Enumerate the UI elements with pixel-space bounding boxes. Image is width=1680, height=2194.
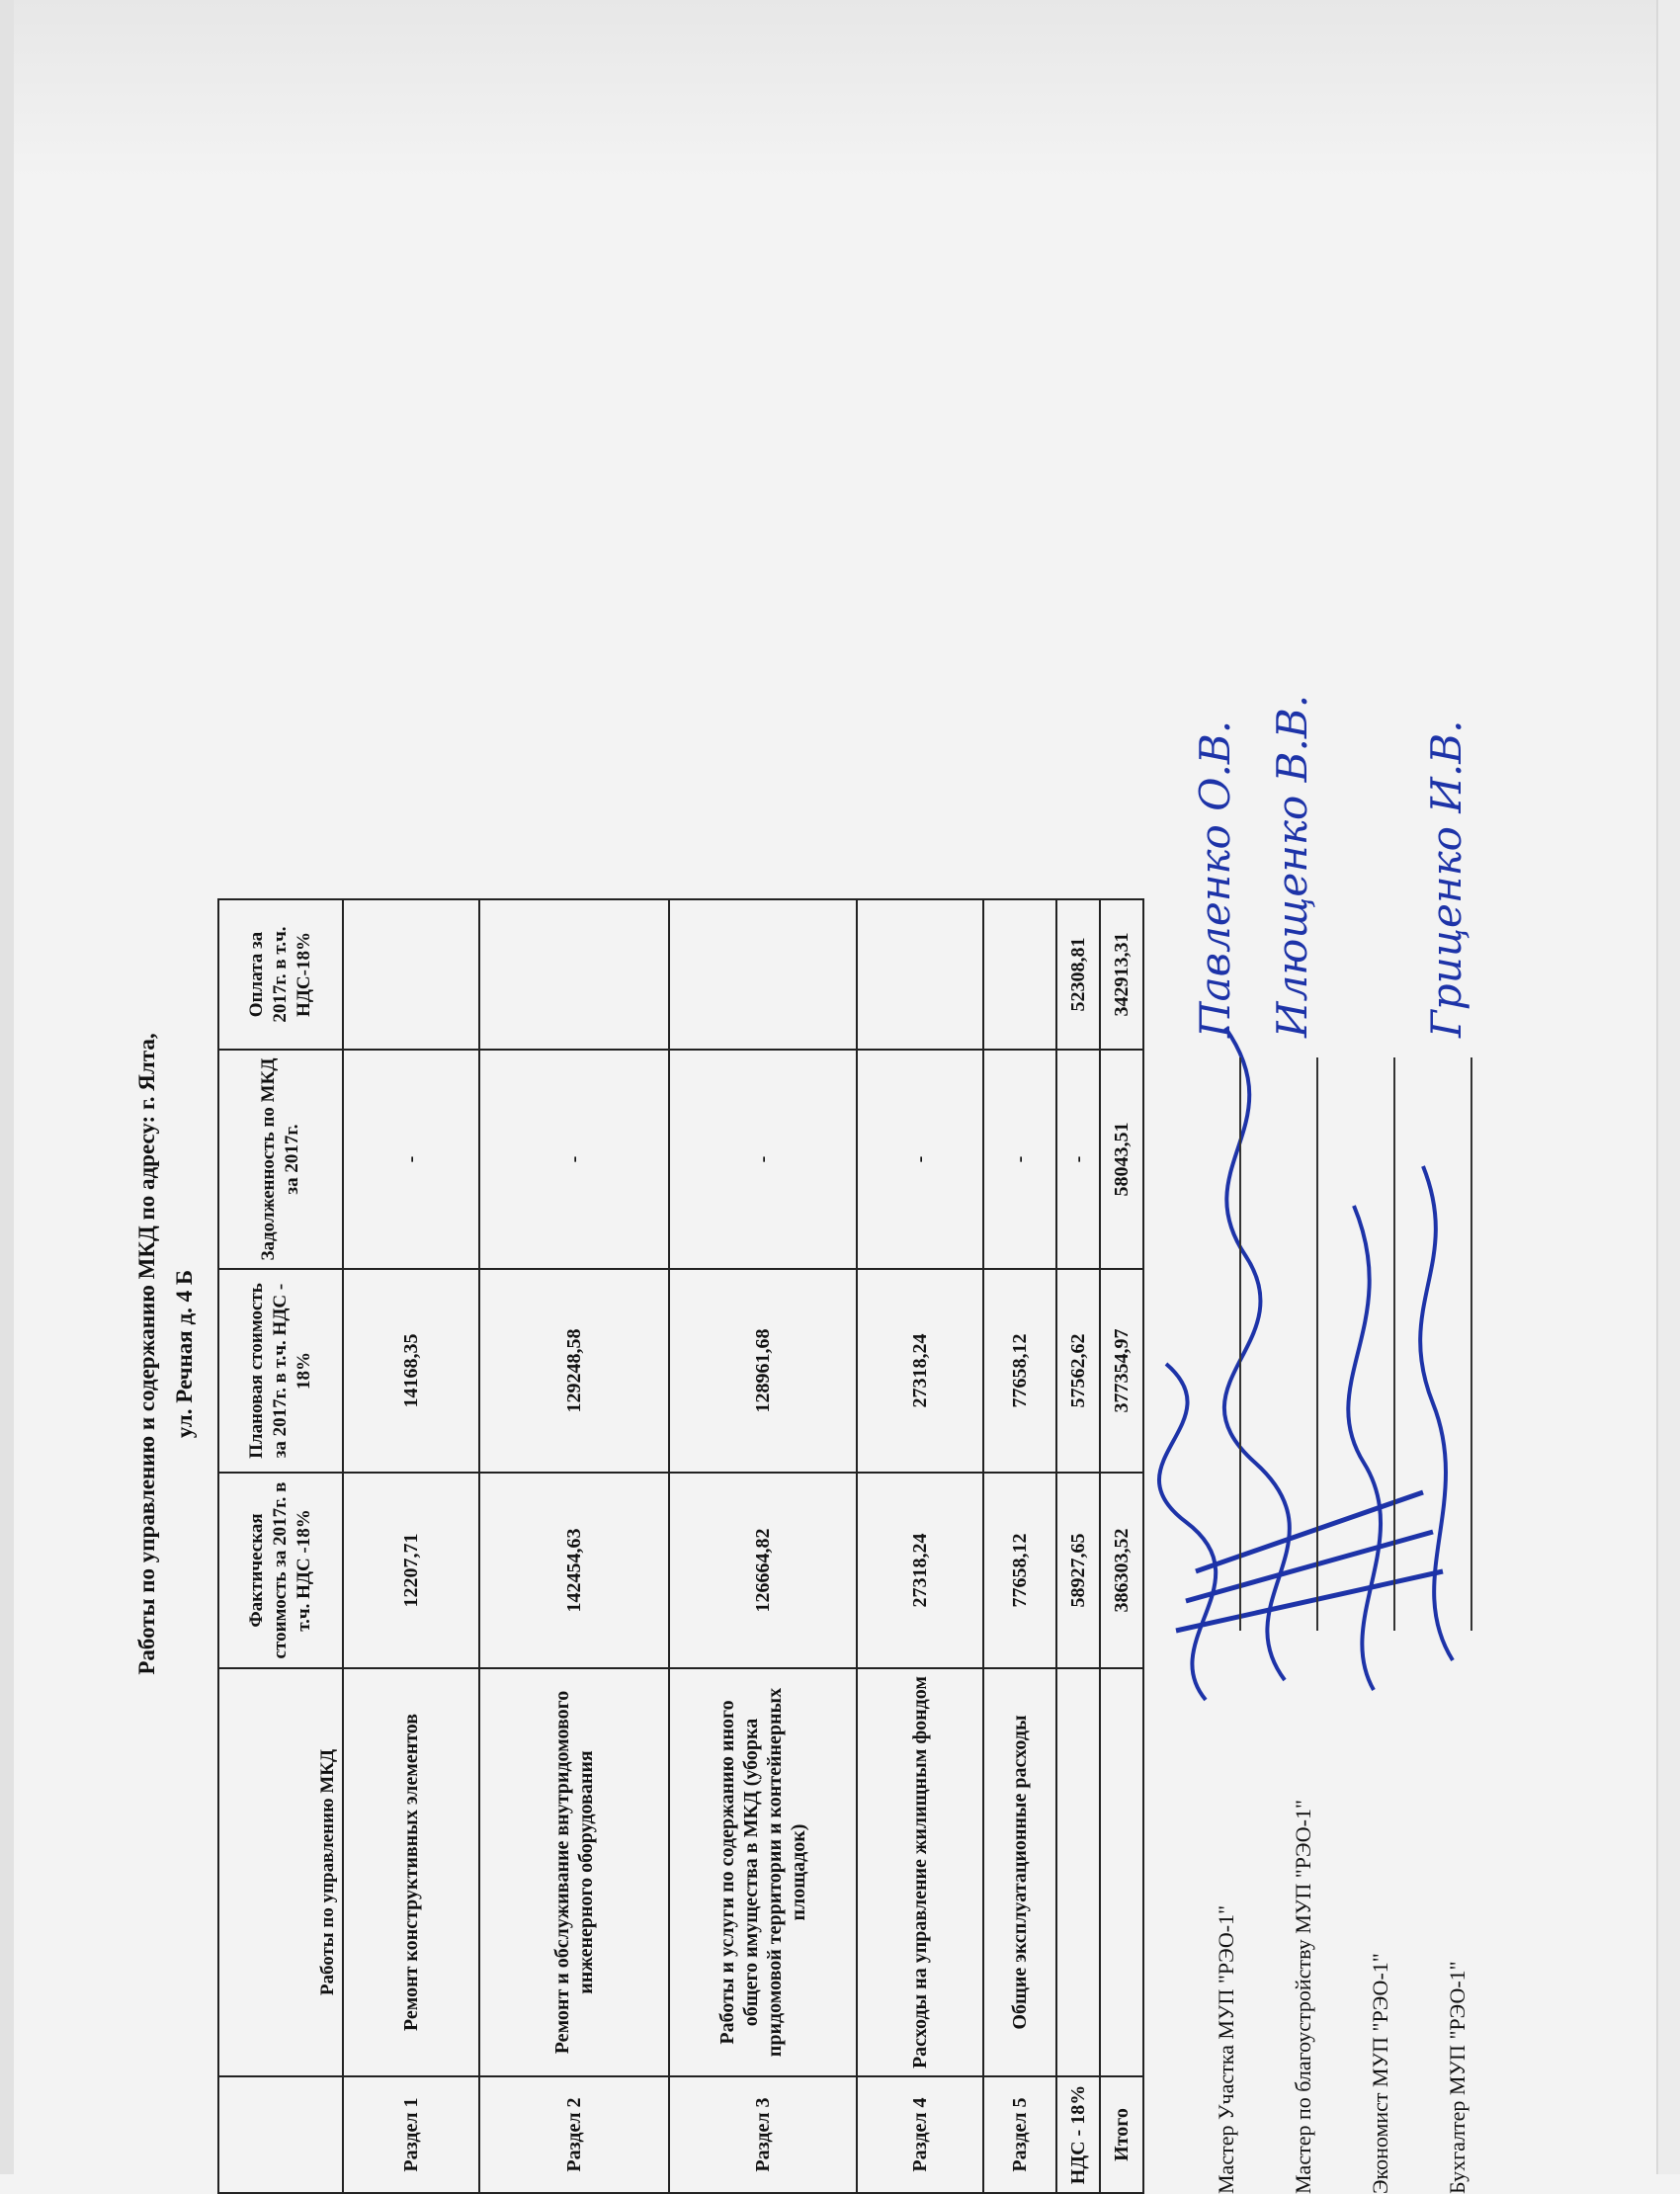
header-plan: Плановая стоимость за 2017г. в т.ч. НДС - 18% <box>218 1269 343 1473</box>
header-name: Работы по управлению МКД <box>218 1668 343 2076</box>
row-debt: 58043,51 <box>1100 1050 1143 1269</box>
row-fact: 386303,52 <box>1100 1473 1143 1668</box>
signature-role: Экономист МУП "РЭО-1" <box>1368 1953 1392 2194</box>
signature-role: Бухгалтер МУП "РЭО-1" <box>1445 1961 1470 2194</box>
row-debt: - <box>1056 1050 1100 1269</box>
row-section: Раздел 1 <box>343 2076 479 2193</box>
signatures-block <box>1186 356 1502 2194</box>
row-plan: 27318,24 <box>857 1269 983 1473</box>
header-payment: Оплата за 2017г. в т.ч. НДС-18% <box>218 899 343 1050</box>
signature-line <box>1393 1057 1395 1631</box>
row-payment: 342913,31 <box>1100 899 1143 1050</box>
row-section: Раздел 4 <box>857 2076 983 2193</box>
row-payment <box>479 899 669 1050</box>
table-blank-area <box>218 355 343 899</box>
row-plan: 14168,35 <box>343 1269 479 1473</box>
signature-name: Гриценко И.В. <box>1422 719 1470 1038</box>
row-section: НДС - 18% <box>1056 2076 1100 2193</box>
table-row <box>983 355 1056 2193</box>
row-fact: 12207,71 <box>343 1473 479 1668</box>
row-fact: 58927,65 <box>1056 1473 1100 1668</box>
table-row <box>1100 355 1143 2193</box>
row-name: Ремонт и обслуживание внутридомового инженерного оборудования <box>479 1668 669 2076</box>
row-debt: - <box>343 1050 479 1269</box>
works-table <box>217 355 1144 2194</box>
row-fact: 142454,63 <box>479 1473 669 1668</box>
row-section: Раздел 3 <box>669 2076 857 2193</box>
signature-line <box>1239 1057 1241 1631</box>
row-name: Расходы на управление жилищным фондом <box>857 1668 983 2076</box>
document-heading <box>128 514 204 2194</box>
signature-row <box>1417 356 1476 2194</box>
row-section: Итого <box>1100 2076 1143 2193</box>
rotated-document-page <box>128 356 1512 2194</box>
row-section: Раздел 2 <box>479 2076 669 2193</box>
table-row <box>343 355 479 2193</box>
signature-role: Мастер по благоустройству МУП "РЭО-1" <box>1291 1800 1315 2194</box>
table-row <box>669 355 857 2193</box>
signature-row <box>1263 356 1322 2194</box>
row-plan: 128961,68 <box>669 1269 857 1473</box>
signature-row <box>1340 356 1399 2194</box>
header-fact: Фактическая стоимость за 2017г. в т.ч. НДС -18% <box>218 1473 343 1668</box>
scan-shadow-top <box>0 0 1680 178</box>
header-section <box>218 2076 343 2193</box>
row-name <box>1100 1668 1143 2076</box>
row-name <box>1056 1668 1100 2076</box>
row-debt: - <box>669 1050 857 1269</box>
signature-role: Мастер Участка МУП "РЭО-1" <box>1214 1904 1238 2194</box>
row-name: Общие эксплуатационные расходы <box>983 1668 1056 2076</box>
row-plan: 129248,58 <box>479 1269 669 1473</box>
row-fact: 77658,12 <box>983 1473 1056 1668</box>
row-payment <box>983 899 1056 1050</box>
row-debt: - <box>479 1050 669 1269</box>
row-payment <box>343 899 479 1050</box>
signature-row <box>1186 356 1245 2194</box>
table-row <box>1056 355 1100 2193</box>
row-debt: - <box>983 1050 1056 1269</box>
row-payment <box>857 899 983 1050</box>
signature-line <box>1470 1057 1472 1631</box>
scan-edge-right <box>1656 0 1680 2174</box>
row-payment <box>669 899 857 1050</box>
heading-line-2: ул. Речная д. 4 Б <box>172 1269 197 1439</box>
row-section: Раздел 5 <box>983 2076 1056 2193</box>
row-name: Работы и услуги по содержанию иного общего имущества в МКД (уборка придомовой территории и контейнерных площадок) <box>669 1668 857 2076</box>
header-debt: Задолженность по МКД за 2017г. <box>218 1050 343 1269</box>
signature-name: Илющенко В.В. <box>1268 694 1316 1038</box>
signature-name: Павленко О.В. <box>1191 719 1239 1038</box>
row-fact: 27318,24 <box>857 1473 983 1668</box>
table-row <box>479 355 669 2193</box>
row-plan: 77658,12 <box>983 1269 1056 1473</box>
row-plan: 57562,62 <box>1056 1269 1100 1473</box>
table-row <box>857 355 983 2193</box>
table-header-row <box>218 355 343 2193</box>
row-name: Ремонт конструктивных элементов <box>343 1668 479 2076</box>
row-debt: - <box>857 1050 983 1269</box>
row-plan: 377354,97 <box>1100 1269 1143 1473</box>
scan-edge-left <box>0 0 14 2174</box>
signature-line <box>1316 1057 1318 1631</box>
row-payment: 52308,81 <box>1056 899 1100 1050</box>
heading-line-1: Работы по управлению и содержанию МКД по адресу: г. Ялта, <box>134 1033 159 1675</box>
row-fact: 126664,82 <box>669 1473 857 1668</box>
